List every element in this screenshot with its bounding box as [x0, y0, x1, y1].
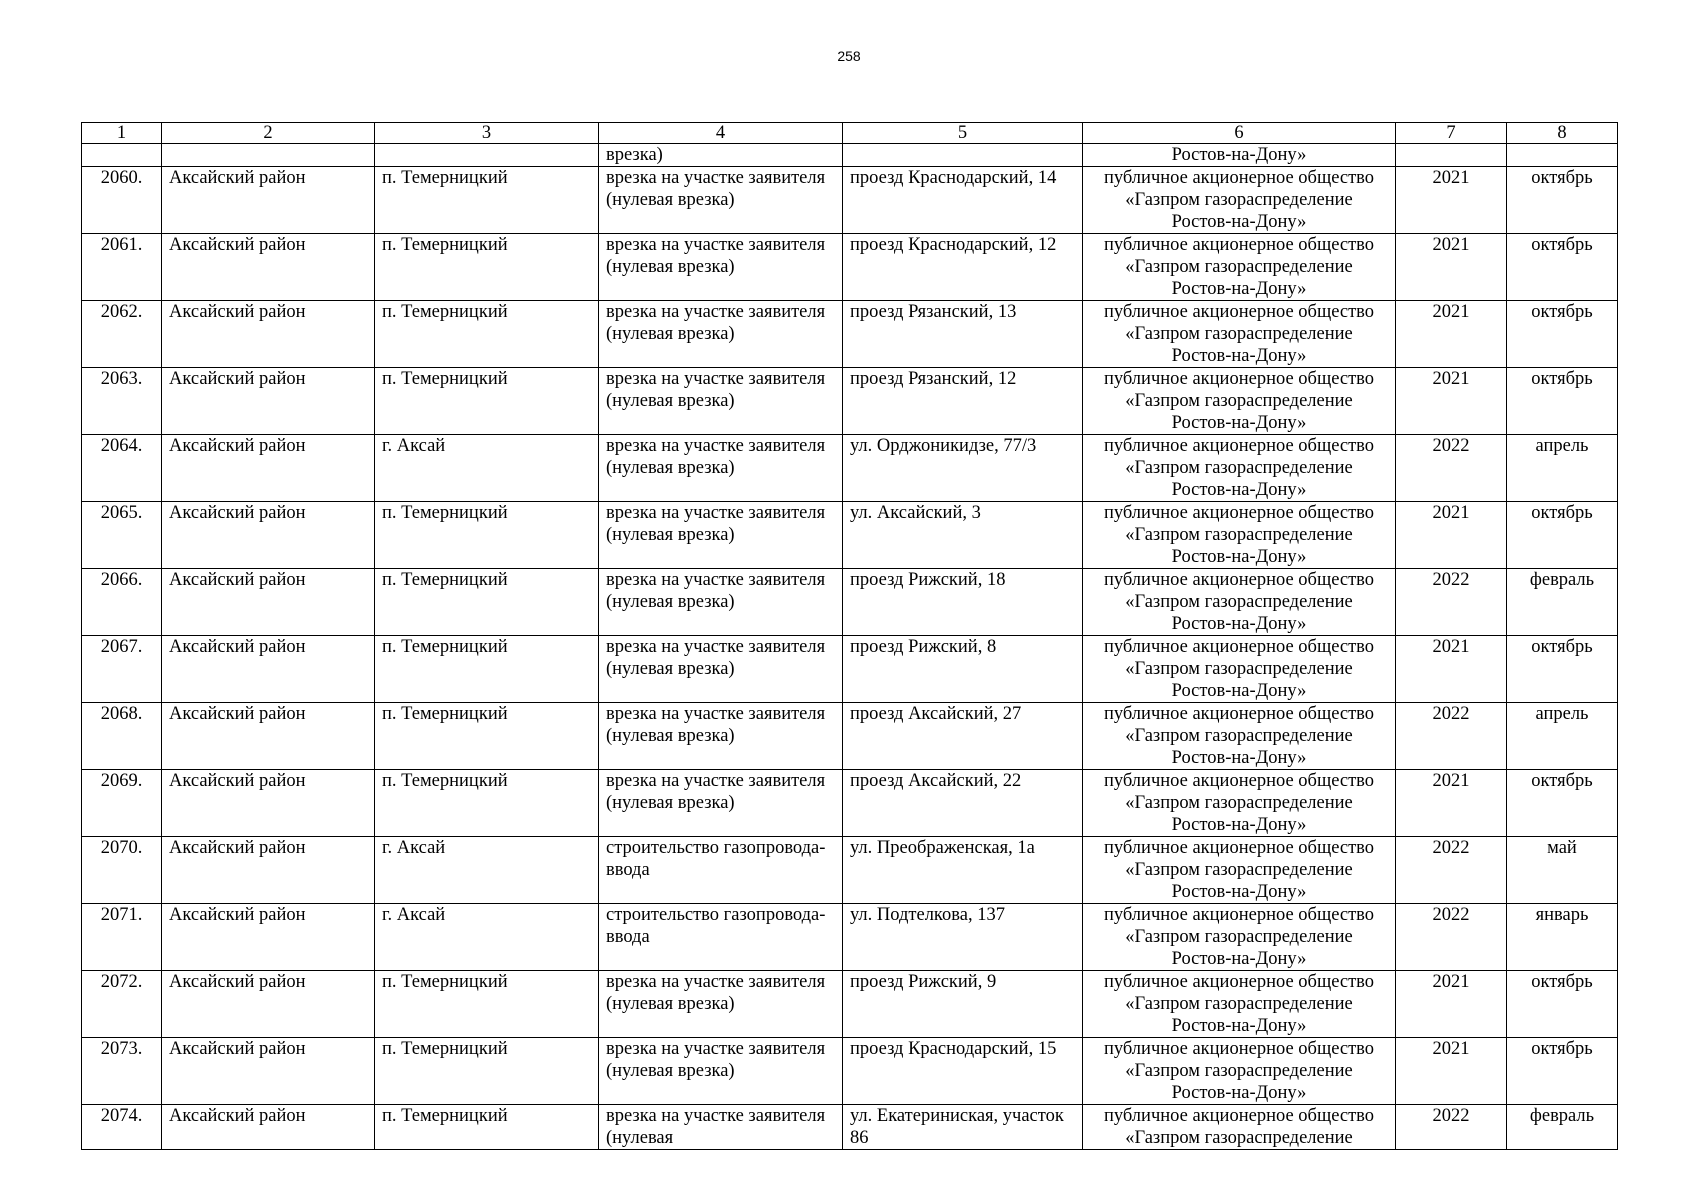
- work-cell: врезка на участке заявителя (нулевая врезка): [599, 502, 843, 569]
- locality-cell: п. Темерницкий: [375, 167, 599, 234]
- org-line: «Газпром газораспределение: [1125, 927, 1353, 947]
- month-cell: февраль: [1507, 1105, 1618, 1150]
- address-cell: проезд Рязанский, 13: [843, 301, 1083, 368]
- year-cell: 2021: [1396, 301, 1507, 368]
- org-line: публичное акционерное общество: [1103, 168, 1375, 188]
- district-cell: Аксайский район: [162, 770, 375, 837]
- table-row: [82, 770, 1618, 837]
- org-line: публичное акционерное общество: [1103, 302, 1375, 322]
- row-number-cell: 2073.: [82, 1038, 162, 1105]
- column-number: 5: [843, 123, 1083, 144]
- org-cell: [1083, 234, 1396, 301]
- year-cell: 2022: [1396, 837, 1507, 904]
- address-cell: проезд Рижский, 9: [843, 971, 1083, 1038]
- org-line: Ростов-на-Дону»: [1171, 279, 1307, 299]
- work-cell: врезка на участке заявителя (нулевая врезка): [599, 435, 843, 502]
- row-number-cell: 2062.: [82, 301, 162, 368]
- district-cell: Аксайский район: [162, 167, 375, 234]
- org-line: публичное акционерное общество: [1103, 704, 1375, 724]
- locality-cell: п. Темерницкий: [375, 502, 599, 569]
- org-line: «Газпром газораспределение: [1125, 324, 1353, 344]
- locality-cell: п. Темерницкий: [375, 1038, 599, 1105]
- month-cell: октябрь: [1507, 234, 1618, 301]
- work-cell: врезка на участке заявителя (нулевая врезка): [599, 368, 843, 435]
- org-cell: [1083, 770, 1396, 837]
- row-number-cell: 2068.: [82, 703, 162, 770]
- org-line: «Газпром газораспределение: [1125, 860, 1353, 880]
- org-line: Ростов-на-Дону»: [1171, 480, 1307, 500]
- year-cell: 2022: [1396, 569, 1507, 636]
- org-cell: [1083, 502, 1396, 569]
- locality-cell: п. Темерницкий: [375, 234, 599, 301]
- district-cell: Аксайский район: [162, 502, 375, 569]
- district-cell: Аксайский район: [162, 368, 375, 435]
- org-cell: [1083, 301, 1396, 368]
- column-number: 2: [162, 123, 375, 144]
- row-number-cell: 2063.: [82, 368, 162, 435]
- column-number: 3: [375, 123, 599, 144]
- work-cell: врезка на участке заявителя (нулевая: [599, 1105, 843, 1150]
- table-row: [82, 301, 1618, 368]
- table-row: [82, 167, 1618, 234]
- year-cell: 2021: [1396, 636, 1507, 703]
- district-cell: Аксайский район: [162, 904, 375, 971]
- org-line: «Газпром газораспределение: [1125, 190, 1353, 210]
- org-cell: [1083, 837, 1396, 904]
- org-cell: Ростов-на-Дону»: [1083, 144, 1396, 167]
- table-row: [82, 569, 1618, 636]
- locality-cell: п. Темерницкий: [375, 703, 599, 770]
- org-line: «Газпром газораспределение: [1125, 525, 1353, 545]
- month-cell: октябрь: [1507, 971, 1618, 1038]
- row-number-cell: 2069.: [82, 770, 162, 837]
- work-cell: врезка на участке заявителя (нулевая врезка): [599, 1038, 843, 1105]
- locality-cell: п. Темерницкий: [375, 569, 599, 636]
- work-cell: врезка на участке заявителя (нулевая врезка): [599, 971, 843, 1038]
- work-cell: врезка на участке заявителя (нулевая врезка): [599, 569, 843, 636]
- month-cell: октябрь: [1507, 502, 1618, 569]
- locality-cell: п. Темерницкий: [375, 636, 599, 703]
- org-cell: [1083, 435, 1396, 502]
- address-cell: ул. Орджоникидзе, 77/3: [843, 435, 1083, 502]
- row-number-cell: 2072.: [82, 971, 162, 1038]
- org-line: «Газпром газораспределение: [1125, 1128, 1353, 1148]
- month-cell: октябрь: [1507, 1038, 1618, 1105]
- district-cell: Аксайский район: [162, 1038, 375, 1105]
- org-cell: [1083, 1105, 1396, 1150]
- org-line: Ростов-на-Дону»: [1171, 748, 1307, 768]
- org-cell: [1083, 1038, 1396, 1105]
- address-cell: ул. Екатериниская, участок 86: [843, 1105, 1083, 1150]
- address-cell: проезд Рижский, 8: [843, 636, 1083, 703]
- locality-cell: п. Темерницкий: [375, 770, 599, 837]
- continuation-row: [82, 144, 1618, 167]
- work-cell: врезка на участке заявителя (нулевая врезка): [599, 301, 843, 368]
- column-number: 6: [1083, 123, 1396, 144]
- org-line: публичное акционерное общество: [1103, 1106, 1375, 1126]
- org-line: «Газпром газораспределение: [1125, 659, 1353, 679]
- address-cell: ул. Аксайский, 3: [843, 502, 1083, 569]
- address-cell: проезд Аксайский, 27: [843, 703, 1083, 770]
- district-cell: Аксайский район: [162, 1105, 375, 1150]
- work-cell: строительство газопровода-ввода: [599, 904, 843, 971]
- address-cell: ул. Преображенская, 1а: [843, 837, 1083, 904]
- locality-cell: г. Аксай: [375, 435, 599, 502]
- district-cell: Аксайский район: [162, 837, 375, 904]
- year-cell: 2021: [1396, 234, 1507, 301]
- table-row: [82, 1105, 1618, 1150]
- column-number: 4: [599, 123, 843, 144]
- locality-cell: п. Темерницкий: [375, 1105, 599, 1150]
- page-number: 258: [837, 48, 861, 64]
- address-cell: проезд Рижский, 18: [843, 569, 1083, 636]
- table-row: [82, 636, 1618, 703]
- year-cell: 2022: [1396, 703, 1507, 770]
- locality-cell: п. Темерницкий: [375, 971, 599, 1038]
- org-line: публичное акционерное общество: [1103, 838, 1375, 858]
- org-cell: [1083, 636, 1396, 703]
- address-cell: проезд Аксайский, 22: [843, 770, 1083, 837]
- org-line: публичное акционерное общество: [1103, 570, 1375, 590]
- org-line: Ростов-на-Дону»: [1171, 212, 1307, 232]
- org-line: «Газпром газораспределение: [1125, 726, 1353, 746]
- year-cell: 2021: [1396, 770, 1507, 837]
- work-cell: врезка на участке заявителя (нулевая врезка): [599, 703, 843, 770]
- work-cell: строительство газопровода-ввода: [599, 837, 843, 904]
- year-cell: 2022: [1396, 904, 1507, 971]
- row-number-cell: 2071.: [82, 904, 162, 971]
- year-cell: 2021: [1396, 368, 1507, 435]
- org-line: публичное акционерное общество: [1103, 235, 1375, 255]
- org-cell: [1083, 368, 1396, 435]
- address-cell: проезд Краснодарский, 12: [843, 234, 1083, 301]
- row-number-cell: 2070.: [82, 837, 162, 904]
- month-cell: апрель: [1507, 435, 1618, 502]
- work-cell: врезка на участке заявителя (нулевая врезка): [599, 770, 843, 837]
- month-cell: октябрь: [1507, 167, 1618, 234]
- work-cell: врезка на участке заявителя (нулевая врезка): [599, 167, 843, 234]
- month-cell: октябрь: [1507, 368, 1618, 435]
- org-line: Ростов-на-Дону»: [1171, 949, 1307, 969]
- locality-cell: г. Аксай: [375, 904, 599, 971]
- month-cell: май: [1507, 837, 1618, 904]
- org-cell: [1083, 569, 1396, 636]
- district-cell: Аксайский район: [162, 971, 375, 1038]
- address-cell: проезд Рязанский, 12: [843, 368, 1083, 435]
- district-cell: Аксайский район: [162, 636, 375, 703]
- address-cell: ул. Подтелкова, 137: [843, 904, 1083, 971]
- row-number-cell: 2064.: [82, 435, 162, 502]
- org-line: Ростов-на-Дону»: [1171, 681, 1307, 701]
- row-number-cell: 2061.: [82, 234, 162, 301]
- work-cell: врезка на участке заявителя (нулевая врезка): [599, 636, 843, 703]
- table-row: [82, 904, 1618, 971]
- locality-cell: г. Аксай: [375, 837, 599, 904]
- org-line: «Газпром газораспределение: [1125, 391, 1353, 411]
- org-line: Ростов-на-Дону»: [1171, 547, 1307, 567]
- org-line: публичное акционерное общество: [1103, 1039, 1375, 1059]
- table-row: [82, 971, 1618, 1038]
- org-line: публичное акционерное общество: [1103, 972, 1375, 992]
- org-line: Ростов-на-Дону»: [1171, 614, 1307, 634]
- org-line: публичное акционерное общество: [1103, 503, 1375, 523]
- table-row: [82, 368, 1618, 435]
- year-cell: 2022: [1396, 435, 1507, 502]
- org-line: «Газпром газораспределение: [1125, 458, 1353, 478]
- table-row: [82, 703, 1618, 770]
- district-cell: Аксайский район: [162, 301, 375, 368]
- org-line: «Газпром газораспределение: [1125, 592, 1353, 612]
- month-cell: октябрь: [1507, 636, 1618, 703]
- locality-cell: п. Темерницкий: [375, 368, 599, 435]
- org-line: «Газпром газораспределение: [1125, 793, 1353, 813]
- table-row: [82, 1038, 1618, 1105]
- column-number: 8: [1507, 123, 1618, 144]
- org-line: Ростов-на-Дону»: [1171, 346, 1307, 366]
- month-cell: октябрь: [1507, 301, 1618, 368]
- org-line: публичное акционерное общество: [1103, 905, 1375, 925]
- month-cell: октябрь: [1507, 770, 1618, 837]
- district-cell: Аксайский район: [162, 435, 375, 502]
- org-line: Ростов-на-Дону»: [1171, 1016, 1307, 1036]
- year-cell: 2021: [1396, 502, 1507, 569]
- column-number: 7: [1396, 123, 1507, 144]
- column-number: 1: [82, 123, 162, 144]
- table-row: [82, 435, 1618, 502]
- org-line: Ростов-на-Дону»: [1171, 413, 1307, 433]
- org-cell: [1083, 904, 1396, 971]
- row-number-cell: 2066.: [82, 569, 162, 636]
- work-cell: врезка): [599, 144, 843, 167]
- row-number-cell: 2074.: [82, 1105, 162, 1150]
- org-line: «Газпром газораспределение: [1125, 1061, 1353, 1081]
- year-cell: 2021: [1396, 167, 1507, 234]
- locality-cell: п. Темерницкий: [375, 301, 599, 368]
- org-line: Ростов-на-Дону»: [1171, 882, 1307, 902]
- month-cell: апрель: [1507, 703, 1618, 770]
- row-number-cell: 2067.: [82, 636, 162, 703]
- org-cell: [1083, 703, 1396, 770]
- month-cell: январь: [1507, 904, 1618, 971]
- address-cell: проезд Краснодарский, 15: [843, 1038, 1083, 1105]
- address-cell: проезд Краснодарский, 14: [843, 167, 1083, 234]
- district-cell: Аксайский район: [162, 569, 375, 636]
- table-row: [82, 837, 1618, 904]
- org-cell: [1083, 971, 1396, 1038]
- org-cell: [1083, 167, 1396, 234]
- org-line: публичное акционерное общество: [1103, 637, 1375, 657]
- district-cell: Аксайский район: [162, 703, 375, 770]
- org-line: «Газпром газораспределение: [1125, 994, 1353, 1014]
- org-line: публичное акционерное общество: [1103, 436, 1375, 456]
- table-row: [82, 234, 1618, 301]
- org-line: публичное акционерное общество: [1103, 771, 1375, 791]
- month-cell: февраль: [1507, 569, 1618, 636]
- org-line: публичное акционерное общество: [1103, 369, 1375, 389]
- year-cell: 2021: [1396, 1038, 1507, 1105]
- district-cell: Аксайский район: [162, 234, 375, 301]
- register-table: [81, 122, 1618, 1150]
- row-number-cell: 2065.: [82, 502, 162, 569]
- work-cell: врезка на участке заявителя (нулевая врезка): [599, 234, 843, 301]
- year-cell: 2022: [1396, 1105, 1507, 1150]
- column-number-row: [82, 123, 1618, 144]
- table-row: [82, 502, 1618, 569]
- org-line: Ростов-на-Дону»: [1171, 815, 1307, 835]
- row-number-cell: 2060.: [82, 167, 162, 234]
- year-cell: 2021: [1396, 971, 1507, 1038]
- org-line: Ростов-на-Дону»: [1171, 1083, 1307, 1103]
- org-line: «Газпром газораспределение: [1125, 257, 1353, 277]
